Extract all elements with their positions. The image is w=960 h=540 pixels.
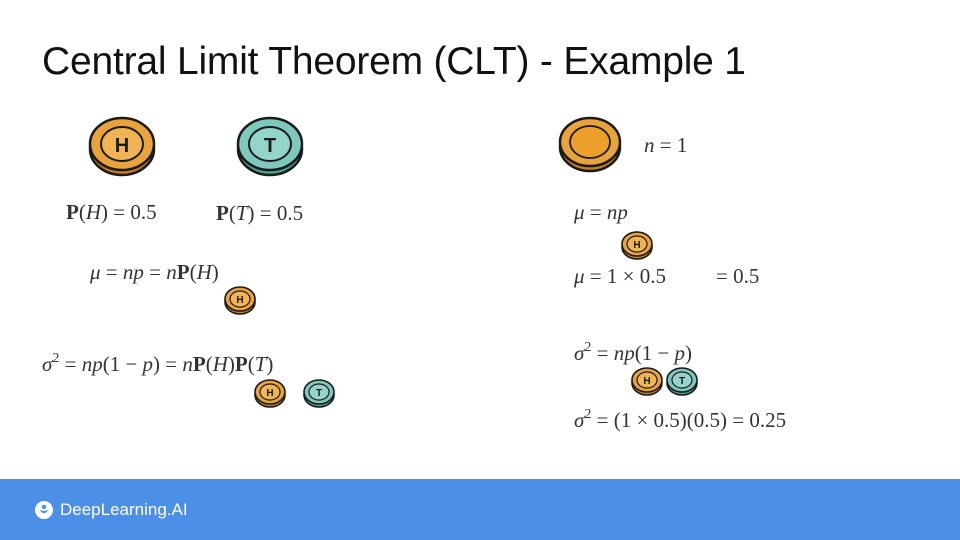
prob-symbol: P [176,260,190,284]
paren-open: ( [189,260,197,284]
heads-coin-icon [88,113,156,177]
prob-symbol: P [192,352,206,376]
tails-var: T [235,201,248,225]
heads-var: H [212,352,228,376]
prob-tails-formula [216,201,303,226]
paren-open: ( [247,352,255,376]
p-term: p [142,352,154,376]
n-term: n [182,352,193,376]
paren-close: ) [227,352,235,376]
paren-close: ) [153,352,161,376]
deeplearning-logo-icon [34,500,54,520]
paren-close: ) [266,352,274,376]
np-term: np [613,341,635,365]
mu-symbol: μ [574,264,585,288]
sigma-symbol: σ [574,341,585,365]
heads-coin-small-icon [223,285,257,315]
slide-title: Central Limit Theorem (CLT) - Example 1 [42,40,746,83]
square-exponent: 2 [52,351,60,366]
svg-text:T: T [263,135,277,157]
tails-coin-small-icon [665,366,699,396]
mean-formula-left [90,260,219,285]
svg-text:T: T [678,376,686,387]
equals: = [100,260,123,284]
mean-formula-right [574,200,628,225]
square-exponent: 2 [584,407,592,422]
equals: = [143,260,167,284]
n-value: = 1 [654,133,688,157]
brand-logo [34,499,188,521]
equals: = [591,341,614,365]
heads-coin-small-icon [630,366,664,396]
tails-var: T [254,352,267,376]
equals: = [584,200,607,224]
paren-open: ( [78,200,86,224]
prob-symbol: P [66,200,79,224]
heads-coin-small-icon [620,230,654,260]
equals: = [160,352,183,376]
svg-text:T: T [315,388,323,399]
variance-expression: = (1 × 0.5)(0.5) [591,408,728,432]
mu-symbol: μ [90,260,101,284]
p-term: p [674,341,686,365]
heads-var: H [196,260,212,284]
mean-expression: = 1 × 0.5 [584,264,666,288]
tails-coin-small-icon [302,378,336,408]
paren-open: ( [228,201,236,225]
n-equals-formula [644,133,687,158]
svg-text:H: H [236,295,244,306]
variance-formula-left [42,352,273,377]
prob-symbol: P [234,352,248,376]
np-term: np [81,352,103,376]
equals: = [59,352,82,376]
svg-text:H: H [114,135,130,157]
mean-result: = 0.5 [716,264,760,288]
np-term: np [606,200,628,224]
n-term: n [166,260,177,284]
brand-name: DeepLearning.AI [60,500,188,519]
paren-close: ) [685,341,693,365]
svg-text:H: H [266,388,274,399]
paren-close: ) [211,260,219,284]
prob-tails-value: ) = 0.5 [247,201,304,225]
footer-bar [0,479,960,540]
svg-text:H: H [633,240,641,251]
sigma-symbol: σ [42,352,53,376]
np-term: np [122,260,144,284]
variance-result: = 0.25 [727,408,787,432]
square-exponent: 2 [584,340,592,355]
prob-heads-formula [66,200,157,225]
prob-symbol: P [216,201,229,225]
svg-text:H: H [643,376,651,387]
one-minus: (1 − [102,352,143,376]
variance-formula-right [574,341,692,366]
blank-coin-icon [558,113,622,173]
heads-coin-small-icon [253,378,287,408]
mean-value-right [574,264,666,289]
tails-coin-icon [236,113,304,177]
sigma-symbol: σ [574,408,585,432]
paren-open: ( [205,352,213,376]
mu-symbol: μ [574,200,585,224]
prob-heads-value: ) = 0.5 [101,200,157,224]
n-term: n [644,133,655,157]
variance-value-right [574,408,786,433]
heads-var: H [85,200,101,224]
one-minus: (1 − [634,341,675,365]
